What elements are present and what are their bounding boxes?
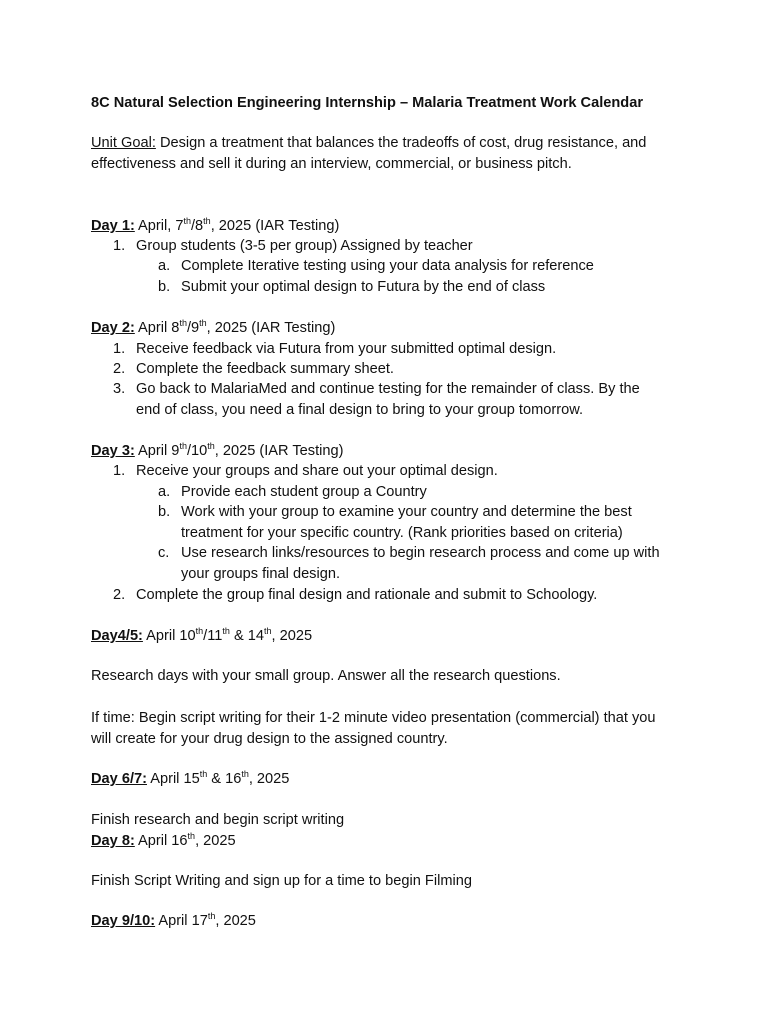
day1-label: Day 1:: [91, 218, 135, 234]
day2-date: April 8: [134, 320, 180, 336]
list-item-text: Complete the group final design and rationale and submit to Schoology.: [136, 587, 598, 603]
day2-date: /9: [186, 320, 200, 336]
day910-date: April 17: [155, 913, 208, 929]
day8-date: , 2025: [195, 833, 236, 849]
list-marker: 1.: [113, 463, 126, 479]
day45-date: & 14: [229, 628, 264, 644]
list-marker: a.: [158, 484, 171, 500]
list-marker: b.: [158, 279, 171, 295]
day45-label: Day4/5:: [91, 628, 143, 644]
paragraph-cont: will create for your drug design to the assigned country.: [91, 731, 448, 747]
list-marker: a.: [158, 258, 171, 274]
ordinal-suffix: th: [203, 216, 211, 226]
list-item: [113, 585, 597, 605]
list-marker: 1.: [113, 238, 126, 254]
list-item-text: Complete Iterative testing using your data analysis for reference: [181, 258, 594, 274]
ordinal-suffix: th: [263, 626, 272, 636]
list-item-text-cont: treatment for your specific country. (Rank priorities based on criteria): [181, 525, 623, 541]
day45-date: /11: [203, 628, 223, 644]
list-item-text: Go back to MalariaMed and continue testing for the remainder of class. By the: [136, 381, 640, 397]
sub-list-item: [158, 482, 427, 502]
paragraph: Research days with your small group. Answer all the research questions.: [91, 668, 561, 684]
day910-heading: [91, 911, 256, 931]
list-item-text: Submit your optimal design to Futura by the end of class: [181, 279, 546, 295]
list-item: [113, 359, 394, 379]
ordinal-suffix: th: [222, 626, 230, 636]
list-item-text: Use research links/resources to begin research process and come up with: [181, 545, 660, 561]
day45-heading: [91, 626, 312, 646]
list-item-text-cont: end of class, you need a final design to bring to your group tomorrow.: [136, 402, 583, 418]
day67-date: , 2025: [248, 771, 290, 787]
day1-heading: [91, 216, 339, 236]
day8-label: Day 8:: [91, 833, 135, 849]
day910-date: , 2025: [215, 913, 256, 929]
list-item-text: Work with your group to examine your country and determine the best: [181, 504, 632, 520]
ordinal-suffix: th: [183, 216, 191, 226]
unit-goal-text-cont: effectiveness and sell it during an interview, commercial, or business pitch.: [91, 156, 572, 172]
document-title: 8C Natural Selection Engineering Internship – Malaria Treatment Work Calendar: [91, 95, 644, 111]
day67-date: April 15: [146, 771, 200, 787]
day67-label: Day 6/7:: [91, 771, 147, 787]
sub-list-item: [158, 277, 545, 297]
paragraph: If time: Begin script writing for their 1-2 minute video presentation (commercial) that you: [91, 710, 656, 726]
list-item: [113, 379, 640, 399]
ordinal-suffix: th: [195, 626, 204, 636]
list-item-text: Complete the feedback summary sheet.: [136, 361, 394, 377]
paragraph: Finish Script Writing and sign up for a time to begin Filming: [91, 873, 472, 889]
list-item-text: Receive your groups and share out your optimal design.: [136, 463, 498, 479]
unit-goal: [91, 133, 646, 153]
ordinal-suffix: th: [207, 441, 215, 451]
ordinal-suffix: th: [179, 318, 187, 328]
list-marker: 2.: [113, 587, 126, 603]
list-item: [113, 461, 498, 481]
sub-list-item: [158, 543, 660, 563]
day3-heading: [91, 441, 343, 461]
day67-heading: [91, 769, 289, 789]
sub-list-item: [158, 256, 594, 276]
day3-label: Day 3:: [91, 443, 135, 459]
list-marker: 3.: [113, 381, 126, 397]
ordinal-suffix: th: [207, 911, 216, 921]
ordinal-suffix: th: [199, 769, 208, 779]
ordinal-suffix: th: [199, 318, 207, 328]
paragraph: Finish research and begin script writing: [91, 812, 345, 828]
ordinal-suffix: th: [241, 769, 249, 779]
list-item-text: Provide each student group a Country: [181, 484, 427, 500]
day2-label: Day 2:: [91, 320, 135, 336]
day2-date: , 2025 (IAR Testing): [206, 320, 336, 336]
day45-date: , 2025: [271, 628, 313, 644]
list-marker: 2.: [113, 361, 126, 377]
list-marker: b.: [158, 504, 171, 520]
list-item: [113, 339, 556, 359]
list-item-text-cont: your groups final design.: [181, 566, 341, 582]
ordinal-suffix: th: [187, 831, 196, 841]
day3-date: , 2025 (IAR Testing): [214, 443, 344, 459]
unit-goal-text: Design a treatment that balances the tradeoffs of cost, drug resistance, and: [155, 135, 647, 151]
day67-date: & 16: [207, 771, 242, 787]
list-item: [113, 236, 473, 256]
day3-date: April 9: [134, 443, 180, 459]
ordinal-suffix: th: [179, 441, 187, 451]
day910-label: Day 9/10:: [91, 913, 156, 929]
unit-goal-label: Unit Goal:: [91, 135, 156, 151]
day2-heading: [91, 318, 335, 338]
list-marker: c.: [158, 545, 170, 561]
list-item-text: Group students (3-5 per group) Assigned by teacher: [136, 238, 473, 254]
day3-date: /10: [186, 443, 208, 459]
list-marker: 1.: [113, 341, 126, 357]
day8-heading: [91, 831, 236, 851]
day8-date: April 16: [134, 833, 188, 849]
day1-date: April, 7: [134, 218, 184, 234]
day45-date: April 10: [142, 628, 196, 644]
sub-list-item: [158, 502, 632, 522]
day1-date: , 2025 (IAR Testing): [210, 218, 340, 234]
day1-date: /8: [191, 218, 204, 234]
list-item-text: Receive feedback via Futura from your submitted optimal design.: [136, 341, 557, 357]
